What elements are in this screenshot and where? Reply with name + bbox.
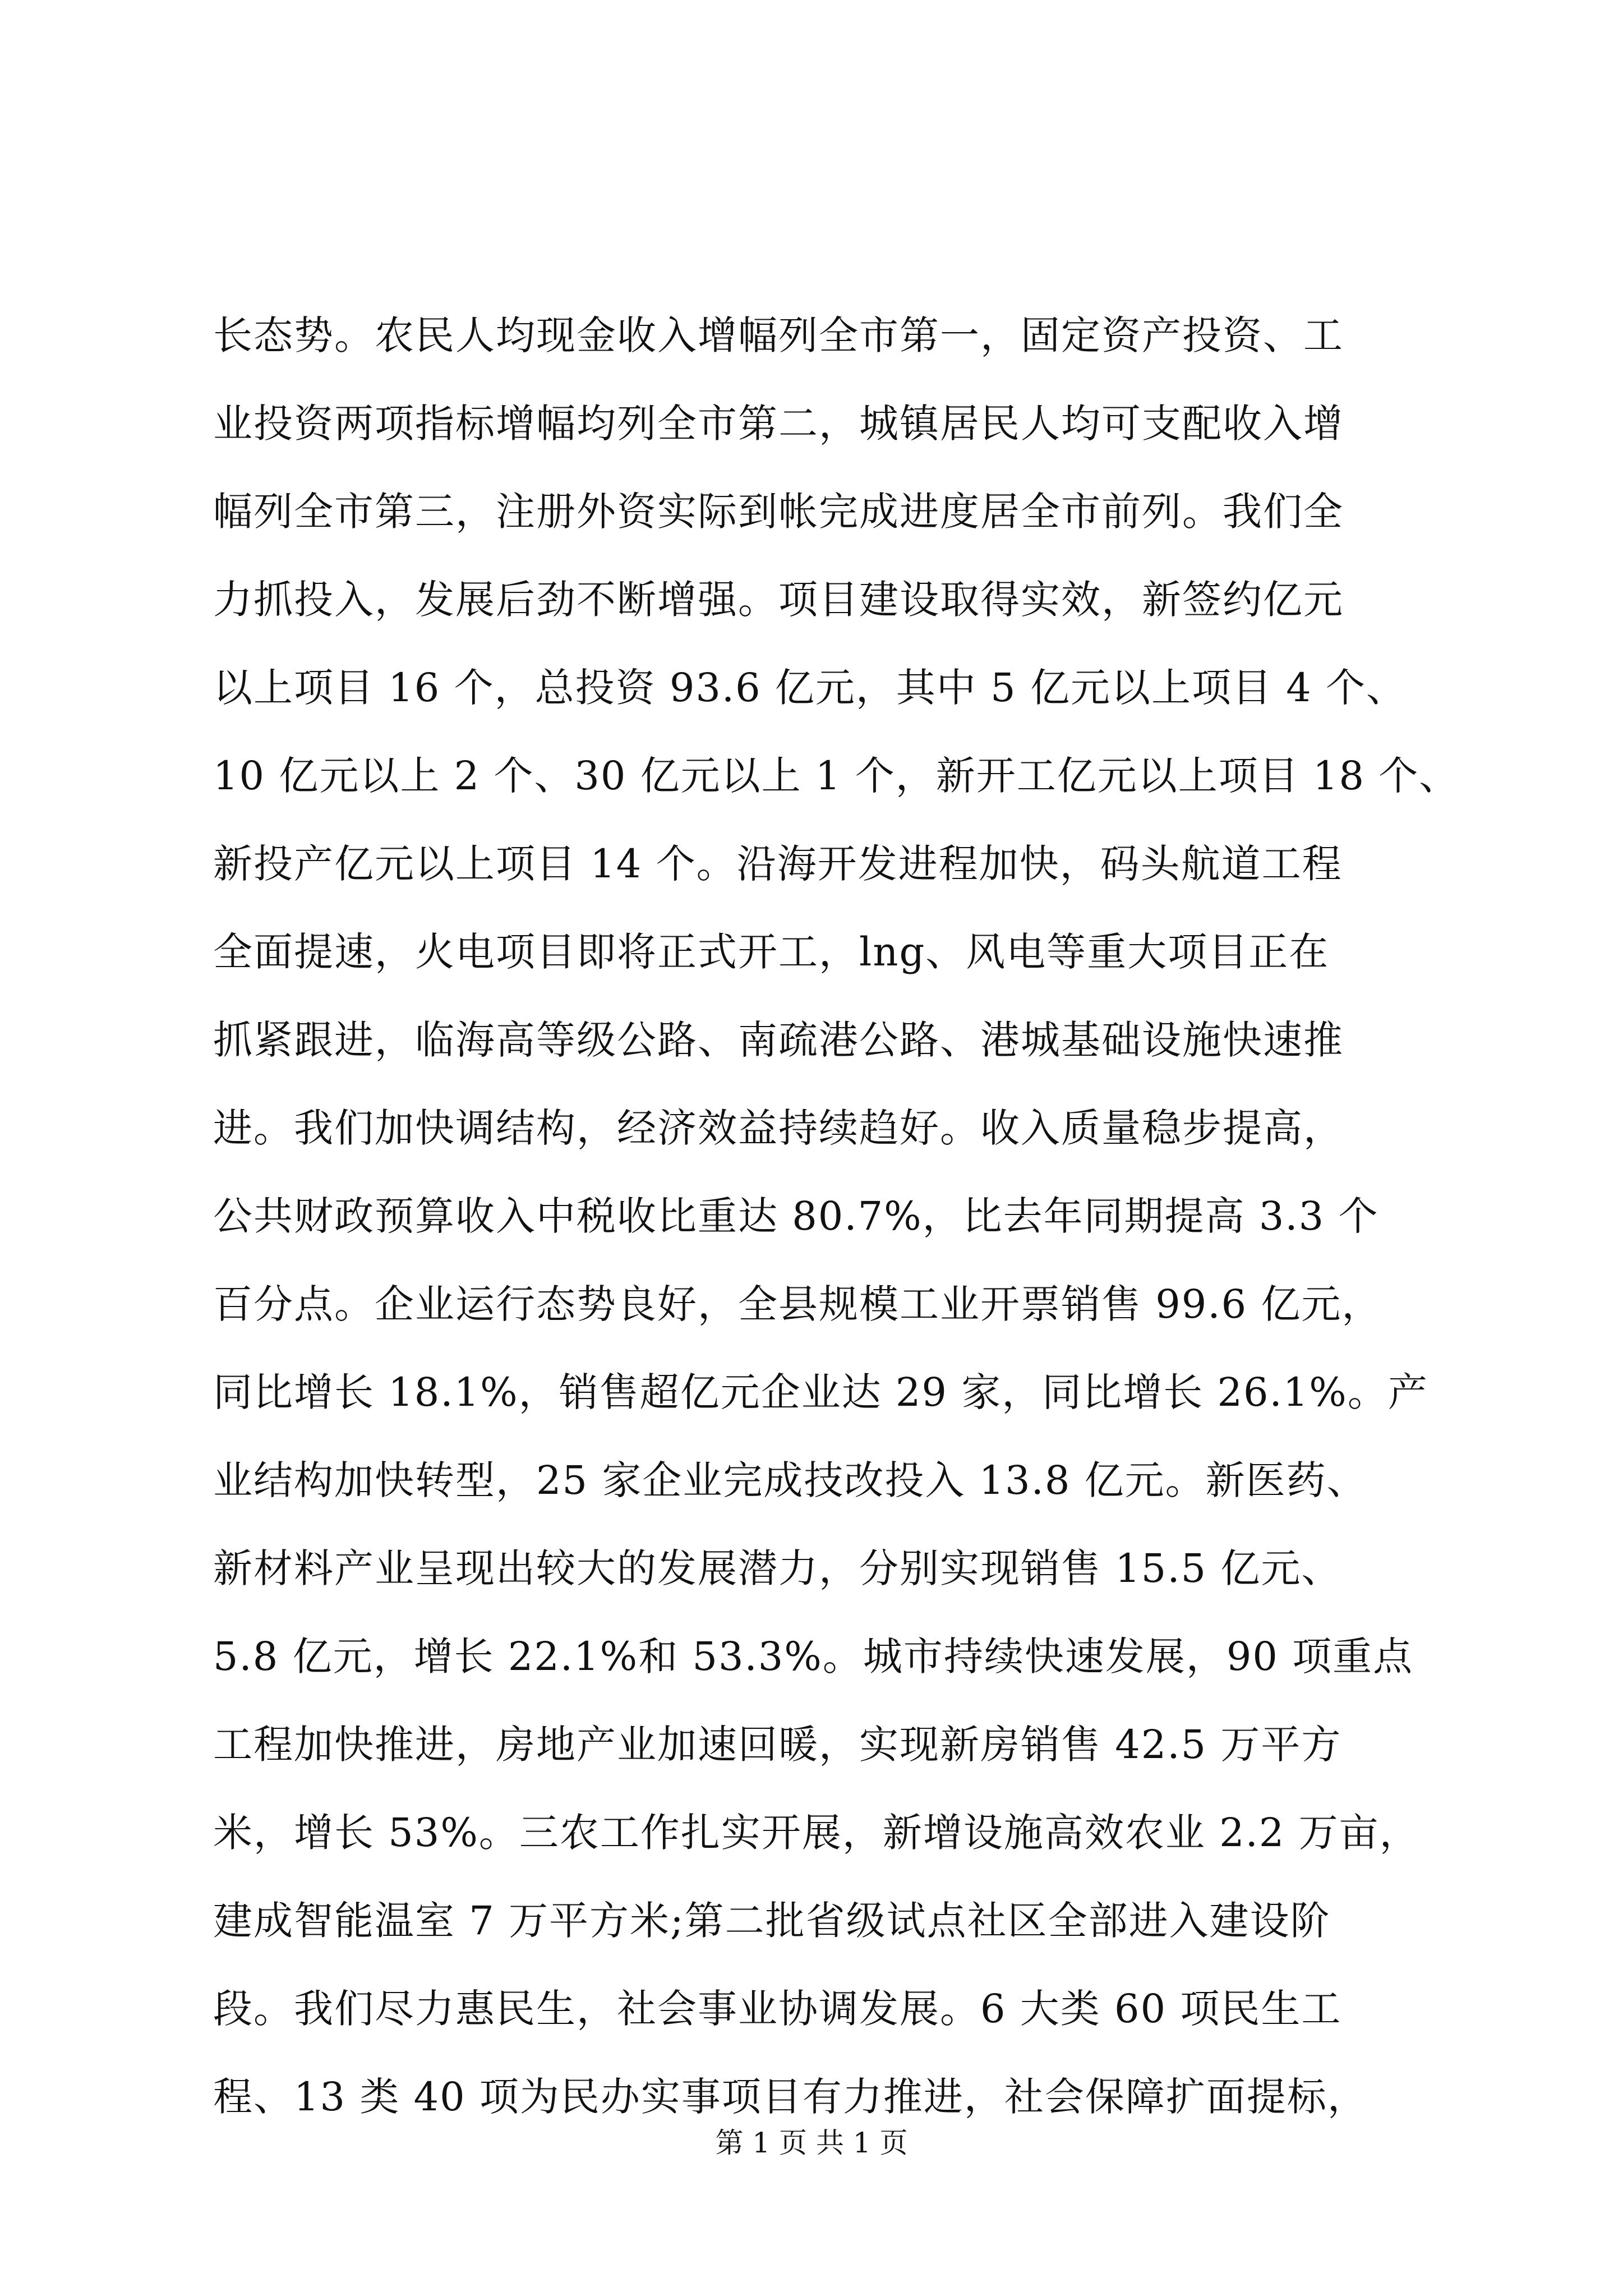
text-line: 程、13 类 40 项为民办实事项目有力推进，社会保障扩面提标，	[213, 2074, 1368, 2120]
text-line: 全面提速，火电项目即将正式开工，lng、风电等重大项目正在	[213, 929, 1330, 975]
text-line: 抓紧跟进，临海高等级公路、南疏港公路、港城基础设施快速推	[213, 1017, 1344, 1063]
text-line: 新投产亿元以上项目 14 个。沿海开发进程加快，码头航道工程	[213, 841, 1343, 887]
text-line: 段。我们尽力惠民生，社会事业协调发展。6 大类 60 项民生工	[213, 1986, 1342, 2032]
text-line: 百分点。企业运行态势良好，全县规模工业开票销售 99.6 亿元，	[213, 1281, 1382, 1327]
text-line: 以上项目 16 个，总投资 93.6 亿元，其中 5 亿元以上项目 4 个、	[213, 665, 1407, 711]
text-line: 业结构加快转型，25 家企业完成技改投入 13.8 亿元。新医药、	[213, 1457, 1367, 1503]
text-line: 业投资两项指标增幅均列全市第二，城镇居民人均可支配收入增	[213, 401, 1344, 447]
text-line: 10 亿元以上 2 个、30 亿元以上 1 个，新开工亿元以上项目 18 个、	[213, 753, 1460, 799]
text-line: 幅列全市第三，注册外资实际到帐完成进度居全市前列。我们全	[213, 489, 1344, 535]
text-line: 长态势。农民人均现金收入增幅列全市第一，固定资产投资、工	[213, 312, 1344, 358]
text-line: 同比增长 18.1%，销售超亿元企业达 29 家，同比增长 26.1%。产	[213, 1369, 1428, 1415]
text-line: 新材料产业呈现出较大的发展潜力，分别实现销售 15.5 亿元、	[213, 1545, 1342, 1591]
text-line: 建成智能温室 7 万平方米;第二批省级试点社区全部进入建设阶	[213, 1898, 1331, 1944]
body-text	[213, 292, 1460, 2141]
text-line: 进。我们加快调结构，经济效益持续趋好。收入质量稳步提高，	[213, 1105, 1344, 1151]
text-line: 5.8 亿元，增长 22.1%和 53.3%。城市持续快速发展，90 项重点	[213, 1634, 1414, 1680]
text-line: 工程加快推进，房地产业加速回暖，实现新房销售 42.5 万平方	[213, 1722, 1342, 1768]
text-line: 公共财政预算收入中税收比重达 80.7%，比去年同期提高 3.3 个	[213, 1193, 1379, 1239]
text-line: 力抓投入，发展后劲不断增强。项目建设取得实效，新签约亿元	[213, 577, 1344, 623]
text-line: 米，增长 53%。三农工作扎实开展，新增设施高效农业 2.2 万亩，	[213, 1810, 1420, 1856]
page-footer: 第 1 页 共 1 页	[715, 2127, 908, 2159]
